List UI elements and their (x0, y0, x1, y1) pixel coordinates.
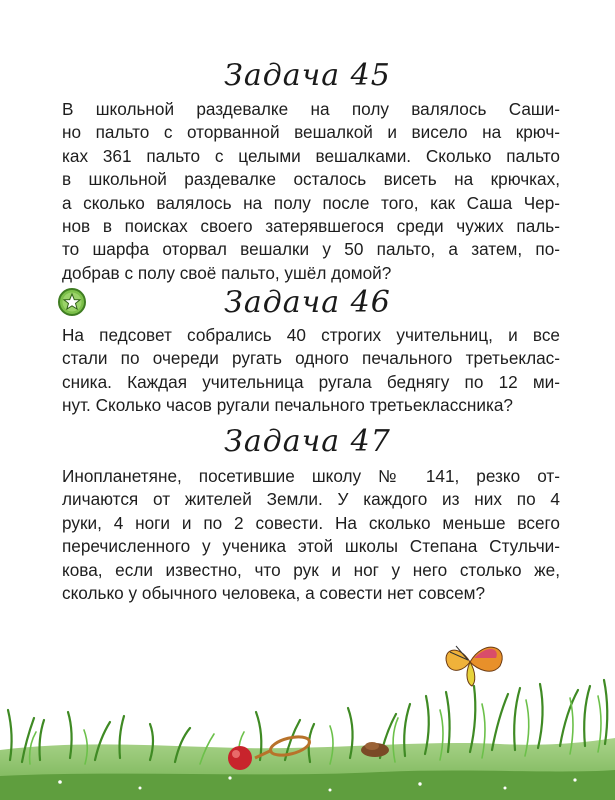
text-line: сника. Каждая учительница ругала беднягу по 12 ми- (62, 371, 560, 392)
text-line: а сколько валялось на полу после того, как Саша Чер- (62, 192, 560, 213)
problem-47-heading: Задача 47 (224, 424, 391, 459)
text-line: сколько у обычного человека, а совести нет совсем? (62, 583, 486, 604)
text-line: В школьной раздевалке на полу валялось Саши- (62, 99, 560, 119)
text-line: стали по очереди ругать одного печального третьеклас- (62, 348, 560, 369)
text-line: добрав с полу своё пальто, ушёл домой? (62, 262, 392, 283)
text-line: кова, если известно, что рук и ног у него столько же, (62, 559, 560, 580)
text-line: перечисленного у ученика этой школы Степана Стульчи- (62, 536, 560, 557)
problem-46-text (62, 324, 560, 418)
text-line: личаются от жителей Земли. У каждого из них по 4 (62, 489, 560, 510)
text-line: На педсовет собрались 40 строгих учительниц, и все (62, 325, 560, 345)
grass-meadow-illustration (0, 600, 615, 800)
text-line: руки, 4 ноги и по 2 совести. На сколько меньше всего (62, 512, 560, 533)
problem-45-text (62, 98, 560, 285)
text-line: нов в поисках своего затерявшегося среди чужих паль- (62, 216, 560, 237)
problem-47-text (62, 465, 560, 605)
text-line: но пальто с оторванной вешалкой и висело на крюч- (62, 122, 560, 143)
text-line: ках 361 пальто с целыми вешалками. Сколько пальто (62, 145, 560, 166)
text-line: в школьной раздевалке осталось висеть на крючках, (62, 169, 560, 190)
text-line: то шарфа оторвал вешалки у 50 пальто, а затем, по- (62, 239, 560, 260)
problem-45-heading: Задача 45 (224, 58, 391, 93)
problem-46-heading: Задача 46 (224, 285, 391, 320)
text-line: Инопланетяне, посетившие школу № 141, резко от- (62, 466, 560, 486)
text-line: нут. Сколько часов ругали печального третьеклассника? (62, 395, 513, 416)
